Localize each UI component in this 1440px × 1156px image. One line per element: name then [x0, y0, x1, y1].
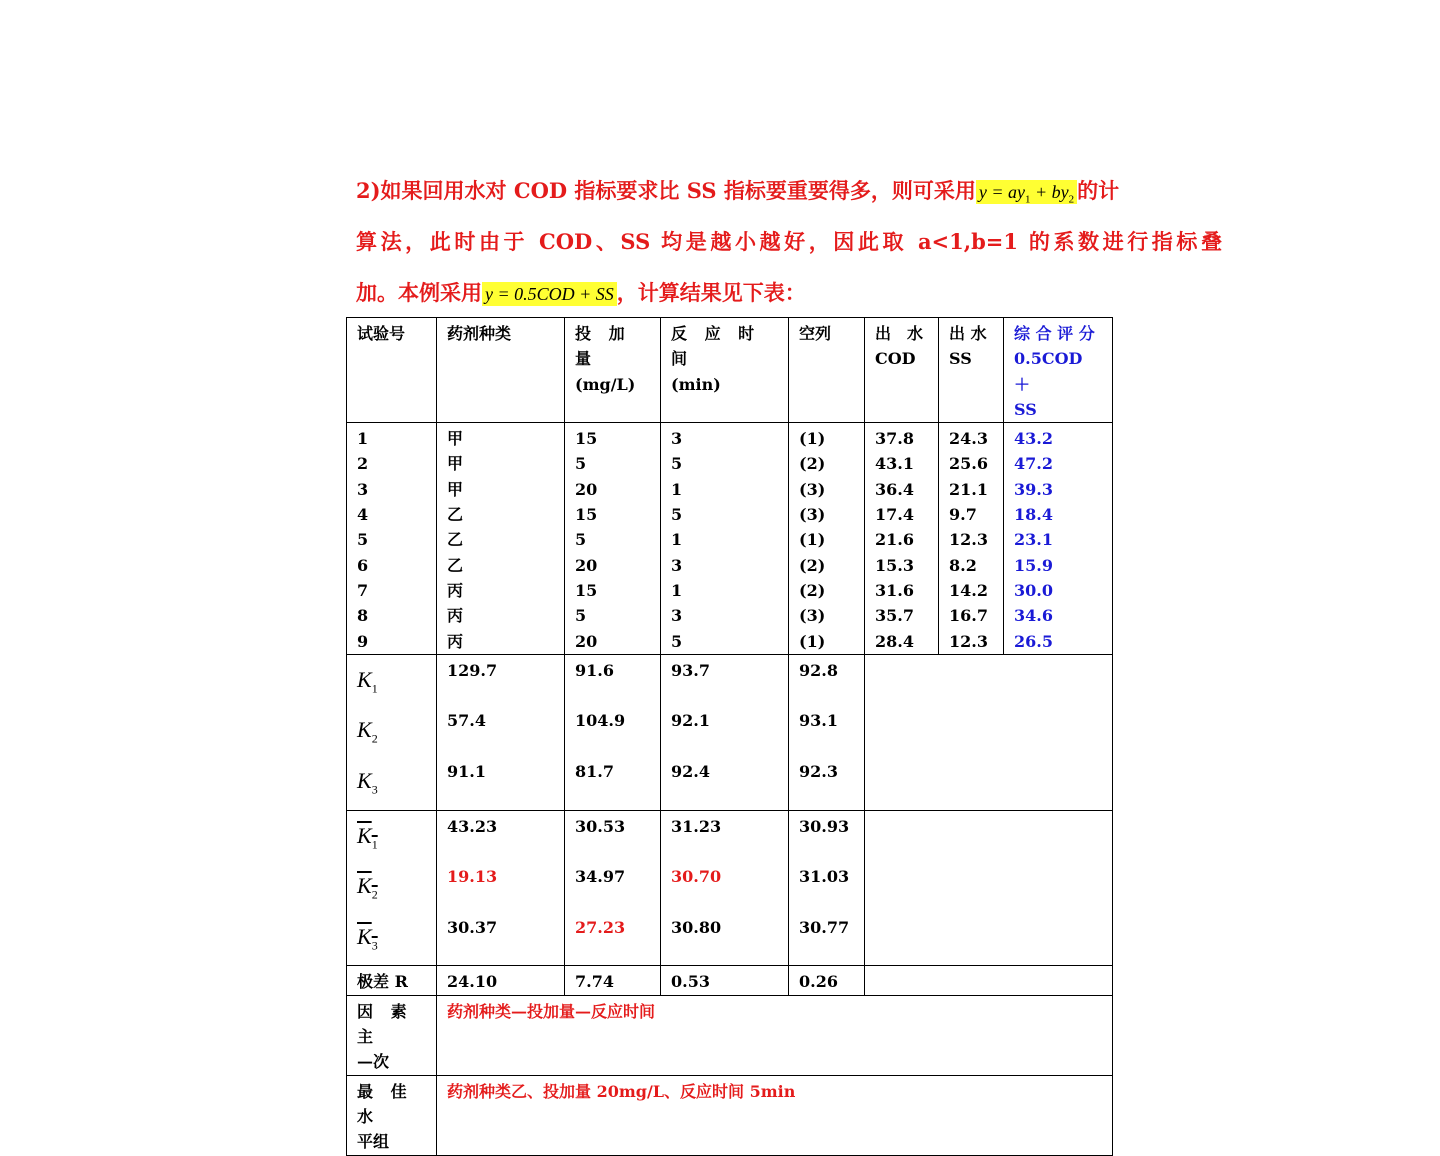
col-agent [437, 423, 565, 655]
cell-score: 47.2 [1014, 454, 1053, 474]
k-value: 91.1 [447, 762, 486, 782]
formula-example: y = 0.5COD + SS [482, 282, 617, 306]
cell-n: 5 [357, 530, 369, 550]
blank-cell [865, 810, 1113, 966]
k-value: 92.4 [671, 762, 710, 782]
k-mean-labels [347, 810, 437, 966]
cell-time: 1 [671, 580, 683, 600]
cell-agent: 丙 [447, 580, 464, 600]
cell-score: 15.9 [1014, 555, 1053, 575]
results-table [346, 317, 1113, 1156]
cell-time: 5 [671, 631, 683, 651]
cell-ss: 12.3 [949, 631, 988, 651]
k2-symbol: K [357, 717, 372, 743]
col-ss [939, 423, 1004, 655]
factor-order-label [347, 995, 437, 1075]
k-mean-value-best: 19.13 [447, 867, 498, 887]
header-ss [939, 318, 1004, 423]
k-mean-value: 30.53 [575, 816, 626, 836]
k-value: 129.7 [447, 660, 498, 680]
header-time-l2: (min) [671, 374, 721, 394]
header-dose-l1: 投 加 量 [575, 324, 631, 369]
k-mean-value: 30.80 [671, 917, 722, 937]
intro-text-3: 加。本例采用 [356, 280, 482, 305]
k-value: 93.7 [671, 660, 710, 680]
header-cod [865, 318, 939, 423]
col-score [1004, 423, 1113, 655]
cell-dose: 5 [575, 530, 587, 550]
cell-dose: 5 [575, 606, 587, 626]
cell-score: 34.6 [1014, 606, 1053, 626]
cell-time: 5 [671, 505, 683, 525]
k-value: 57.4 [447, 711, 486, 731]
k-mean-value: 31.03 [799, 867, 850, 887]
cell-dose: 20 [575, 631, 598, 651]
col-time [661, 423, 789, 655]
cell-cod: 28.4 [875, 631, 914, 651]
k-mean-value: 30.77 [799, 917, 850, 937]
col-empty [789, 423, 865, 655]
cell-ss: 21.1 [949, 479, 988, 499]
k1-mean-symbol: K [357, 822, 372, 848]
cell-dose: 20 [575, 555, 598, 575]
k-sum-labels [347, 654, 437, 810]
k1-symbol: K [357, 666, 372, 692]
cell-n: 1 [357, 429, 369, 449]
intro-line-1 [356, 165, 1222, 216]
cell-ss: 14.2 [949, 580, 988, 600]
cell-empty: (1) [799, 530, 826, 550]
cell-time: 1 [671, 530, 683, 550]
k-value: 91.6 [575, 660, 614, 680]
cell-dose: 20 [575, 479, 598, 499]
cell-cod: 17.4 [875, 505, 914, 525]
best-level-label-l2: 平组 [357, 1132, 390, 1152]
cell-agent: 甲 [447, 429, 464, 449]
cell-empty: (3) [799, 505, 826, 525]
cell-ss: 8.2 [949, 555, 977, 575]
header-trial: 试验号 [347, 318, 437, 423]
blank-cell [865, 966, 1113, 995]
intro-text-1: 2)如果回用水对 COD 指标要求比 SS 指标要重要得多，则可采用 [356, 178, 976, 203]
header-score-l3: SS [1014, 399, 1037, 419]
header-agent: 药剂种类 [437, 318, 565, 423]
header-cod-l1: 出 水 [875, 324, 924, 343]
k3-mean-label: $K_3$ [357, 923, 378, 953]
k-mean-value: 30.93 [799, 816, 850, 836]
header-cod-l2: COD [875, 349, 916, 369]
k-mean-value: 43.23 [447, 816, 498, 836]
cell-score: 23.1 [1014, 530, 1053, 550]
best-level-row [347, 1075, 1113, 1155]
k1-mean-label: $K_1$ [357, 822, 378, 852]
range-label: 极差 R [347, 966, 437, 995]
best-level-label [347, 1075, 437, 1155]
header-score-l2: 0.5COD ＋ [1014, 349, 1083, 394]
cell-ss: 9.7 [949, 505, 977, 525]
k-value: 81.7 [575, 762, 614, 782]
cell-cod: 36.4 [875, 479, 914, 499]
blank-cell [865, 654, 1113, 810]
intro-text-3b: ，计算结果见下表： [616, 280, 806, 305]
cell-empty: (2) [799, 454, 826, 474]
header-time-l1: 反 应 时 间 [671, 324, 761, 369]
cell-agent: 丙 [447, 631, 464, 651]
cell-cod: 15.3 [875, 555, 914, 575]
cell-n: 7 [357, 580, 369, 600]
cell-ss: 25.6 [949, 454, 988, 474]
range-time: 0.53 [661, 966, 789, 995]
cell-score: 43.2 [1014, 429, 1053, 449]
cell-score: 39.3 [1014, 479, 1053, 499]
cell-empty: (1) [799, 631, 826, 651]
k2-label: $K_2$ [357, 717, 378, 746]
factor-order-value: 药剂种类—投加量—反应时间 [437, 995, 1113, 1075]
cell-agent: 甲 [447, 479, 464, 499]
k-value: 92.8 [799, 660, 838, 680]
best-level-value: 药剂种类乙、投加量 20mg/L、反应时间 5min [437, 1075, 1113, 1155]
range-dose: 7.74 [565, 966, 661, 995]
k-mean-value: 31.23 [671, 816, 722, 836]
cell-agent: 丙 [447, 606, 464, 626]
cell-n: 3 [357, 479, 369, 499]
cell-ss: 16.7 [949, 606, 988, 626]
header-row [347, 318, 1113, 423]
cell-dose: 5 [575, 454, 587, 474]
cell-cod: 35.7 [875, 606, 914, 626]
cell-agent: 乙 [447, 555, 464, 575]
cell-empty: (3) [799, 479, 826, 499]
range-empty: 0.26 [789, 966, 865, 995]
k-sum-time [661, 654, 789, 810]
k-value: 92.1 [671, 711, 710, 731]
cell-cod: 43.1 [875, 454, 914, 474]
cell-dose: 15 [575, 429, 598, 449]
factor-order-label-l1: 因 素 主 [357, 1001, 413, 1047]
cell-time: 3 [671, 555, 683, 575]
k-mean-time [661, 810, 789, 966]
cell-ss: 24.3 [949, 429, 988, 449]
cell-n: 8 [357, 606, 369, 626]
intro-text-1b: 的计 [1077, 178, 1120, 203]
formula-weighted-sum: $y = ay_1 + by_2$ [976, 180, 1077, 204]
k-mean-agent [437, 810, 565, 966]
cell-score: 30.0 [1014, 580, 1053, 600]
cell-time: 3 [671, 429, 683, 449]
range-agent: 24.10 [437, 966, 565, 995]
k-mean-value-best: 27.23 [575, 917, 626, 937]
header-score-l1: 综 合 评 分 [1014, 324, 1095, 343]
header-score [1004, 318, 1113, 423]
header-dose-l2: (mg/L) [575, 374, 636, 394]
cell-cod: 21.6 [875, 530, 914, 550]
cell-n: 6 [357, 555, 369, 575]
k2-mean-label: $K_2$ [357, 873, 378, 902]
k-mean-value: 30.37 [447, 917, 498, 937]
cell-time: 3 [671, 606, 683, 626]
col-trial [347, 423, 437, 655]
col-cod [865, 423, 939, 655]
cell-dose: 15 [575, 505, 598, 525]
best-level-label-l1: 最 佳 水 [357, 1081, 413, 1126]
intro-paragraph [356, 165, 1222, 318]
k-mean-empty [789, 810, 865, 966]
factor-order-row [347, 995, 1113, 1075]
cell-n: 9 [357, 631, 369, 651]
header-ss-l1: 出 水 [949, 324, 987, 343]
cell-agent: 甲 [447, 454, 464, 474]
k-value: 93.1 [799, 711, 838, 731]
range-row [347, 966, 1113, 995]
k-sum-empty [789, 654, 865, 810]
intro-line-3 [356, 267, 1222, 318]
k2-mean-symbol: K [357, 873, 372, 899]
cell-n: 2 [357, 454, 369, 474]
k-value: 92.3 [799, 762, 838, 782]
cell-time: 1 [671, 479, 683, 499]
k-mean-dose [565, 810, 661, 966]
k3-label: $K_3$ [357, 768, 378, 797]
cell-cod: 31.6 [875, 580, 914, 600]
cell-empty: (3) [799, 606, 826, 626]
factor-order-label-l2: —次 [357, 1052, 390, 1072]
k-value: 104.9 [575, 711, 626, 731]
cell-agent: 乙 [447, 530, 464, 550]
k-sum-dose [565, 654, 661, 810]
header-ss-l2: SS [949, 349, 972, 369]
cell-ss: 12.3 [949, 530, 988, 550]
header-dose [565, 318, 661, 423]
header-empty: 空列 [789, 318, 865, 423]
intro-line-2: 算法，此时由于 COD、SS 均是越小越好，因此取 a<1,b=1 的系数进行指标叠 [356, 229, 1222, 254]
col-dose [565, 423, 661, 655]
cell-cod: 37.8 [875, 429, 914, 449]
k3-symbol: K [357, 768, 372, 794]
header-time [661, 318, 789, 423]
k-sum-row [347, 654, 1113, 810]
cell-dose: 15 [575, 580, 598, 600]
k-mean-value-best: 30.70 [671, 867, 722, 887]
cell-empty: (1) [799, 429, 826, 449]
cell-empty: (2) [799, 555, 826, 575]
cell-time: 5 [671, 454, 683, 474]
k-sum-agent [437, 654, 565, 810]
cell-score: 18.4 [1014, 505, 1053, 525]
k3-mean-symbol: K [357, 923, 372, 949]
cell-score: 26.5 [1014, 631, 1053, 651]
cell-empty: (2) [799, 580, 826, 600]
k-mean-value: 34.97 [575, 867, 626, 887]
k1-label: $K_1$ [357, 666, 378, 696]
data-rows [347, 423, 1113, 655]
k-mean-row [347, 810, 1113, 966]
cell-n: 4 [357, 505, 369, 525]
cell-agent: 乙 [447, 505, 464, 525]
